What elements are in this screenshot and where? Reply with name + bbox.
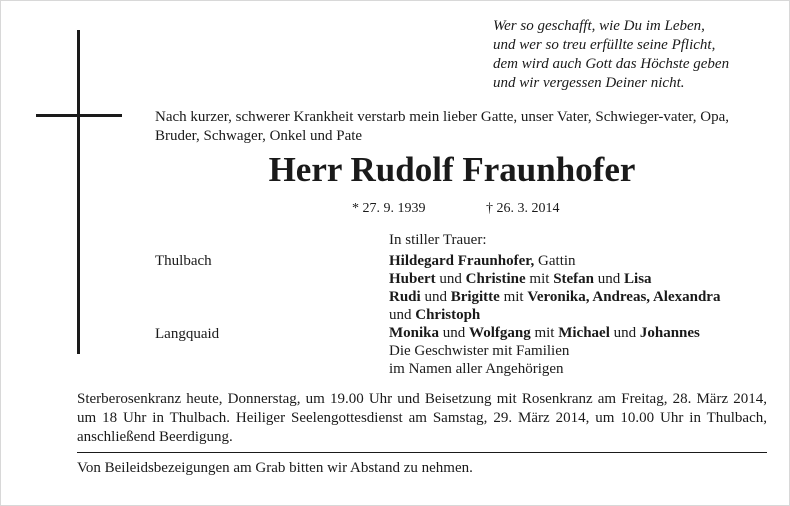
place-langquaid: Langquaid xyxy=(155,326,220,342)
mourner-line: Rudi und Brigitte mit Veronika, Andreas, Alexandra xyxy=(389,289,721,305)
birth-date: * 27. 9. 1939 xyxy=(352,201,426,216)
mourner-line: Hubert und Christine mit Stefan und Lisa xyxy=(389,271,652,287)
deceased-name: Herr Rudolf Fraunhofer xyxy=(268,150,636,189)
cross-icon-bar xyxy=(36,114,122,117)
mourner-line: Hildegard Fraunhofer, Gattin xyxy=(389,253,576,269)
mourner-line: Monika und Wolfgang mit Michael und Johannes xyxy=(389,325,700,341)
mourner-line: und Christoph xyxy=(389,307,481,323)
place-thulbach: Thulbach xyxy=(155,253,212,269)
death-date: † 26. 3. 2014 xyxy=(486,201,560,216)
funeral-notice: Sterberosenkranz heute, Donnerstag, um 19.00 Uhr und Beisetzung mit Rosenkranz am Freitag, 28. März 2014, um 18 Uhr in Thulbach. Heiliger Seelengottesdienst am Samstag, 29. März 2014, um 10.00 Uhr in Thulbach, anschließend Beerdigung. xyxy=(77,391,767,445)
divider xyxy=(77,452,767,453)
mourner-line: im Namen aller Angehörigen xyxy=(389,361,564,377)
cross-icon xyxy=(77,30,80,354)
mourner-line: Die Geschwister mit Familien xyxy=(389,343,570,359)
mourning-heading: In stiller Trauer: xyxy=(389,232,487,248)
condolence-request: Von Beileidsbezeigungen am Grab bitten wir Abstand zu nehmen. xyxy=(77,460,473,476)
poem-verse: Wer so geschafft, wie Du im Leben, und wer so treu erfüllte seine Pflicht, dem wird auch Gott das Höchste geben und wir vergessen Deiner nicht. xyxy=(493,18,730,91)
intro-text: Nach kurzer, schwerer Krankheit verstarb mein lieber Gatte, unser Vater, Schwieger-vater, Opa, Bruder, Schwager, Onkel und Pate xyxy=(155,109,730,144)
